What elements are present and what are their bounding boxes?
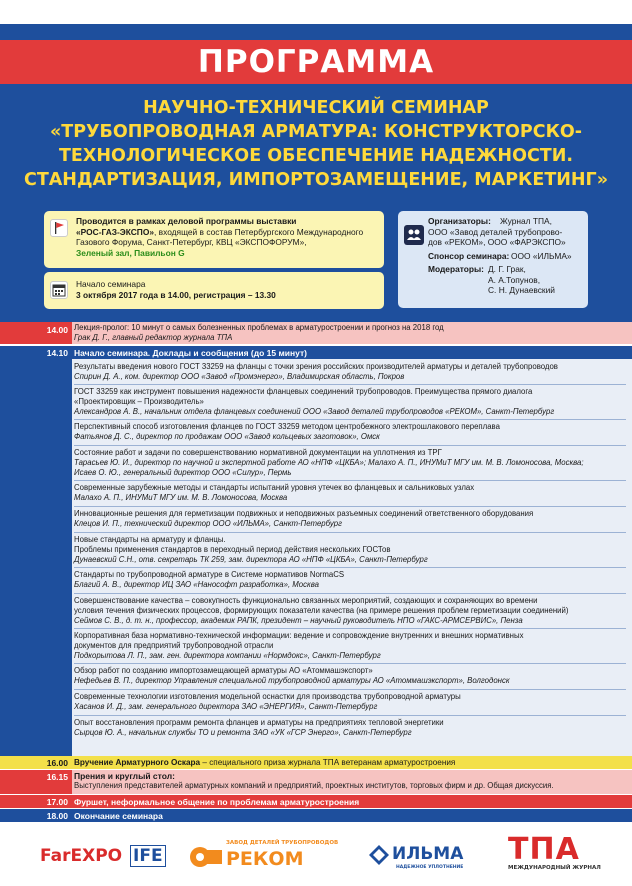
talk-title: Результаты введения нового ГОСТ 33259 на фланцы с точки зрения российских производителей арматуры и деталей трубопроводов [74, 362, 558, 371]
moderator: А. А.Топунов, [488, 274, 541, 285]
row-desc: Выступления представителей арматурных компаний и предприятий, проектных институтов, торговых фирм и др. Общая дискуссия. [74, 781, 554, 790]
moderator: С. Н. Дунаевский [488, 285, 555, 295]
organizers-value: Журнал ТПА, [500, 216, 552, 226]
divider [74, 384, 626, 385]
subtitle-line: «ТРУБОПРОВОДНАЯ АРМАТУРА: КОНСТРУКТОРСКО- [49, 122, 583, 142]
talk-author: Сеймов С. В., д. т. н., профессор, академик РАПК, президент – научный руководитель НПО «ГАКС-АРМСЕРВИС», Пенза [74, 616, 523, 625]
talk-title: Современные зарубежные методы и стандарты испытаний уровня утечек во фланцевых и сальниковых узлах [74, 483, 475, 492]
program-row [0, 346, 632, 359]
sponsor-label: Спонсор семинара: [428, 250, 510, 261]
row-title: Лекция-пролог: 10 минут о самых болезненных проблемах в арматуростроении и прогноз на 2018 год [74, 323, 444, 332]
organizers-label: Организаторы: [428, 216, 491, 226]
expo-name: «РОС-ГАЗ-ЭКСПО» [76, 226, 154, 237]
divider [74, 532, 626, 533]
moderator: Д. Г. Грак, [488, 264, 526, 274]
divider [74, 480, 626, 481]
row-title: Прения и круглый стол: [74, 771, 175, 781]
talks-time-column [0, 359, 72, 756]
program-row [0, 756, 632, 769]
talk-item [74, 422, 626, 442]
hall-name: Зеленый зал, Павильон G [76, 247, 185, 258]
ilma-text: ИЛЬМА [392, 844, 464, 864]
seminar-title [0, 96, 632, 192]
talk-author: Нефедьев В. П., директор Управления специальной трубопроводной арматуры АО «Атоммашэкспорт», Волгодонск [74, 676, 510, 685]
program-row [0, 795, 632, 808]
organizers-box [398, 211, 588, 308]
ilma-emblem-icon [368, 844, 390, 866]
calendar-icon [50, 281, 68, 299]
title-bar [0, 40, 632, 84]
talk-item [74, 666, 626, 686]
talk-item [74, 535, 626, 565]
ilma-subtitle: НАДЕЖНОЕ УПЛОТНЕНИЕ [396, 865, 464, 870]
farexpo-text: FarEXPO [40, 846, 123, 866]
farexpo-logo [40, 846, 166, 866]
divider [74, 567, 626, 568]
program-row [0, 770, 632, 794]
row-title: Начало семинара. Доклады и сообщения (до 15 минут) [74, 348, 307, 358]
row-time: 18.00 [46, 811, 68, 821]
program-row [0, 322, 632, 344]
tpa-logo [508, 832, 601, 871]
talk-item [74, 483, 626, 503]
talk-item [74, 718, 626, 738]
talk-title: Стандарты по трубопроводной арматуре в Системе нормативов NormaCS [74, 570, 345, 579]
rekom-text: РЕКОМ [226, 848, 304, 870]
talk-item [74, 387, 626, 417]
talk-title: Корпоративная база нормативно-технической информации: ведение и сопровождение внутренних и внешних нормативных [74, 631, 524, 640]
divider [74, 663, 626, 664]
row-title: Фуршет, неформальное общение по проблемам арматуростроения [74, 797, 360, 807]
program-row [0, 809, 632, 822]
sponsor-logos [0, 826, 632, 886]
subtitle-line: НАУЧНО-ТЕХНИЧЕСКИЙ СЕМИНАР [143, 98, 489, 118]
talk-author: Фатьянов Д. С., директор по продажам ООО «Завод кольцевых заготовок», Омск [74, 432, 380, 441]
talk-author: Клецов И. П., технический директор ООО «ИЛЬМА», Санкт-Петербург [74, 519, 342, 528]
talk-title: Новые стандарты на арматуру и фланцы. [74, 535, 226, 544]
talk-item [74, 509, 626, 529]
tpa-subtitle: МЕЖДУНАРОДНЫЙ ЖУРНАЛ [508, 865, 601, 871]
talk-item [74, 448, 626, 478]
row-time: 14.00 [0, 322, 72, 344]
venue-line: Газового Форума, Санкт-Петербург, КВЦ «ЭКСПОФОРУМ», [76, 237, 307, 247]
talk-title: Инновационные решения для герметизации подвижных и неподвижных разъемных соединений ответственного оборудования [74, 509, 534, 518]
subtitle-line: ТЕХНОЛОГИЧЕСКОЕ ОБЕСПЕЧЕНИЕ НАДЕЖНОСТИ. [58, 146, 574, 166]
start-box [44, 272, 384, 309]
venue-text [76, 216, 381, 258]
sponsor-value: ООО «ИЛЬМА» [511, 250, 572, 261]
talk-title: Современные технологии изготовления модельной оснастки для производства трубопроводной арматуры [74, 692, 461, 701]
talk-title: Обзор работ по созданию импортозамещающей арматуры АО «Атоммашэкспорт» [74, 666, 373, 675]
start-label: Начало семинара [76, 279, 146, 289]
divider [74, 628, 626, 629]
row-title: Окончание семинара [74, 811, 163, 821]
talk-title: Состояние работ и задачи по совершенствованию нормативной документации на уплотнения из ТРГ [74, 448, 442, 457]
ife-text: IFE [130, 845, 166, 867]
tpa-text: ТПА [508, 832, 580, 867]
divider [74, 689, 626, 690]
divider [74, 445, 626, 446]
talk-title: «Проектировщик – Производитель» [74, 397, 204, 406]
talk-author: Сырцов Ю. А., начальник службы ТО и ремонта ЗАО «УК «ГСР Энерго», Санкт-Петербург [74, 728, 412, 737]
people-icon [404, 225, 424, 245]
divider [74, 506, 626, 507]
row-author: Грак Д. Г., главный редактор журнала ТПА [74, 333, 233, 342]
talk-author: Александров А. В., начальник отдела фланцевых соединений ООО «Завод деталей трубопроводов «РЕКОМ», Санкт-Петербург [74, 407, 555, 416]
talk-author: Малахо А. П., ИНУМиТ МГУ им. М. В. Ломоносова, Москва [74, 493, 288, 502]
start-text [76, 279, 381, 300]
row-desc: – специального приза журнала ТПА ветеранам арматуростроения [200, 758, 456, 767]
venue-box [44, 211, 384, 268]
talk-title: документов для предприятий трубопроводной отрасли [74, 641, 274, 650]
row-time: 16.15 [46, 772, 68, 782]
talk-author: Благий А. В., директор ИЦ ЗАО «Нанософт разработка», Москва [74, 580, 319, 589]
row-content [74, 771, 626, 791]
row-time: 17.00 [46, 797, 68, 807]
talk-item [74, 570, 626, 590]
moderators-label: Модераторы: [428, 264, 484, 274]
subtitle-line: СТАНДАРТИЗАЦИЯ, ИМПОРТОЗАМЕЩЕНИЕ, МАРКЕТИНГ» [23, 170, 609, 190]
row-content [74, 323, 626, 343]
rekom-subtitle: ЗАВОД ДЕТАЛЕЙ ТРУБОПРОВОДОВ [226, 840, 339, 846]
row-time: 14.10 [46, 348, 68, 358]
talk-author: Тарасьев Ю. И., директор по научной и экспертной работе АО «НПФ «ЦКБА»; Малахо А. П., ИНУМиТ МГУ им. М. В. Ломоносова, Москва; [74, 458, 584, 467]
talk-title: Проблемы применения стандартов в переходный период действия нескольких ГОСТов [74, 545, 391, 554]
talks-block [0, 359, 632, 756]
venue-line-rest: , входящей в состав Петербургского Международного [154, 226, 364, 237]
talk-author: Спирин Д. А., ком. директор ООО «Завод «Промэнерго», Владимирская область, Покров [74, 372, 405, 381]
talk-author: Подкорытова Л. П., зам. ген. директора компании «Нормдокс», Санкт-Петербург [74, 651, 381, 660]
talk-title: условия течения физических процессов, формирующих показатели качества (на примере решения проблем герметизации соединений) [74, 606, 569, 615]
divider [74, 419, 626, 420]
divider [74, 593, 626, 594]
talk-item [74, 631, 626, 661]
row-time: 16.00 [46, 758, 68, 768]
organizers-value: дов «РЕКОМ», ООО «ФАРЭКСПО» [428, 237, 566, 247]
talk-title: Опыт восстановления программ ремонта фланцев и арматуры на предприятиях тепловой энергетики [74, 718, 444, 727]
venue-line [76, 227, 381, 238]
row-title: Вручение Арматурного Оскара [74, 758, 201, 767]
talk-author: Исаев О. Ю., генеральный директор ООО «Силур», Пермь [74, 468, 292, 477]
rekom-emblem-icon [188, 842, 224, 872]
flag-icon [50, 219, 68, 237]
page-title: ПРОГРАММА [197, 44, 435, 80]
organizers-value: ООО «Завод деталей трубопрово- [428, 226, 563, 237]
organizers-text [428, 216, 588, 296]
talk-author: Хасанов И. Д., зам. генерального директора ЗАО «ЭНЕРГИЯ», Санкт-Петербург [74, 702, 378, 711]
talk-item [74, 692, 626, 712]
start-value: 3 октября 2017 года в 14.00, регистрация – 13.30 [76, 289, 276, 300]
talk-title: Совершенствование качества – совокупность функционально связанных мероприятий, создающих и сохраняющих во времени [74, 596, 538, 605]
divider [74, 715, 626, 716]
row-content [74, 758, 626, 768]
talk-author: Дунаевский С.Н., отв. секретарь ТК 259, зам. директора АО «НПФ «ЦКБА», Санкт-Петербург [74, 555, 428, 564]
talk-title: Перспективный способ изготовления фланцев по ГОСТ 33259 методом центробежного электрошлакового переплава [74, 422, 500, 431]
talk-title: ГОСТ 33259 как инструмент повышения надежности фланцевых соединений трубопроводов. Преимущества прямого диалога [74, 387, 533, 396]
talk-item [74, 362, 626, 382]
venue-line: Проводится в рамках деловой программы выставки [76, 216, 297, 226]
talk-item [74, 596, 626, 626]
